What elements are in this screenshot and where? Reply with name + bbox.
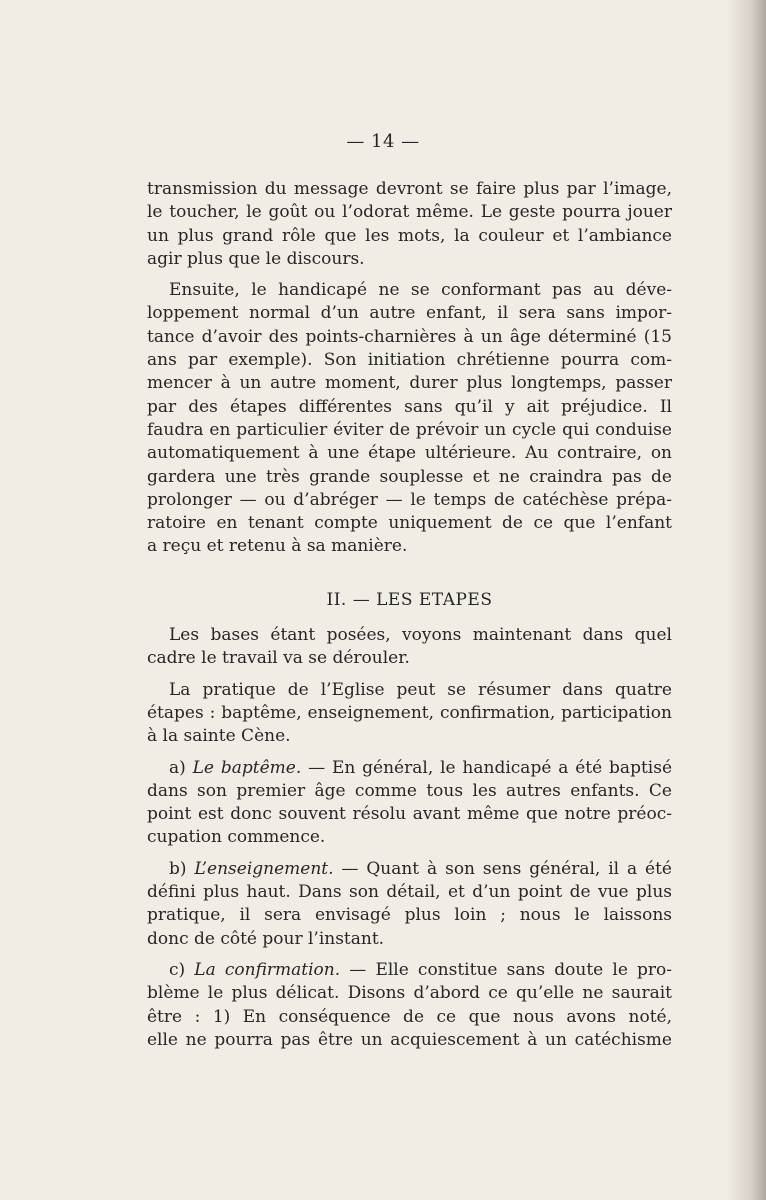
- item-marker: b): [169, 858, 195, 879]
- text-line: à la sainte Cène.: [147, 726, 291, 747]
- text-line: Ensuite, le handicapé ne se conformant pas au déve-: [169, 280, 672, 301]
- text-line: cadre le travail va se dérouler.: [147, 648, 410, 669]
- text-line: ans par exemple). Son initiation chrétienne pourra com-: [147, 350, 672, 371]
- item-marker: a): [169, 757, 193, 778]
- page-number: — 14 —: [346, 131, 420, 152]
- text-line: le toucher, le goût ou l’odorat même. Le geste pourra jouer: [147, 202, 672, 223]
- text-line: elle ne pourra pas être un acquiescement à un catéchisme: [147, 1029, 672, 1050]
- text-line: a reçu et retenu à sa manière.: [147, 536, 408, 557]
- text-line: [147, 959, 672, 982]
- paragraph: [147, 959, 672, 1052]
- text-line: loppement normal d’un autre enfant, il sera sans impor-: [147, 303, 672, 324]
- item-text: — Quant à son sens général, il a été: [333, 858, 672, 879]
- paragraph: [147, 679, 672, 749]
- text-line: prolonger — ou d’abréger — le temps de catéchèse prépa-: [147, 489, 672, 510]
- text-line: être : 1) En conséquence de ce que nous avons noté,: [147, 1006, 672, 1027]
- text-line: blème le plus délicat. Disons d’abord ce qu’elle ne saurait: [147, 983, 672, 1004]
- text-line: par des étapes différentes sans qu’il y ait préjudice. Il: [147, 396, 672, 417]
- text-line: pratique, il sera envisagé plus loin ; nous le laissons: [147, 905, 672, 926]
- item-title: Le baptême.: [192, 757, 302, 778]
- text-line: donc de côté pour l’instant.: [147, 928, 385, 949]
- text-line: étapes : baptême, enseignement, confirmation, participation: [147, 702, 672, 723]
- text-line: défini plus haut. Dans son détail, et d’un point de vue plus: [147, 882, 672, 903]
- section-heading: II. — LES ETAPES: [326, 589, 493, 610]
- text-line: Les bases étant posées, voyons maintenant dans quel: [169, 625, 672, 646]
- paragraph: [147, 757, 672, 850]
- text-line: faudra en particulier éviter de prévoir un cycle qui conduise: [147, 419, 672, 440]
- paragraph: [147, 279, 672, 559]
- text-line: agir plus que le discours.: [147, 248, 365, 269]
- text-line: un plus grand rôle que les mots, la couleur et l’ambiance: [147, 225, 672, 246]
- text-line: [147, 757, 672, 780]
- item-text: — En général, le handicapé a été baptisé: [301, 757, 673, 778]
- text-line: transmission du message devront se faire plus par l’image,: [147, 179, 672, 199]
- text-line: dans son premier âge comme tous les autres enfants. Ce: [147, 780, 672, 801]
- text-line: point est donc souvent résolu avant même que notre préoc-: [147, 804, 672, 825]
- text-line: tance d’avoir des points-charnières à un âge déterminé (15: [147, 326, 672, 347]
- item-title: La confirmation.: [194, 959, 341, 980]
- text-line: cupation commence.: [147, 827, 326, 848]
- item-marker: c): [169, 959, 195, 980]
- text-line: La pratique de l’Eglise peut se résumer dans quatre: [169, 679, 672, 700]
- paragraph: [147, 624, 672, 671]
- page-edge-shadow: [726, 0, 766, 1200]
- paragraph: [147, 858, 672, 951]
- text-line: ratoire en tenant compte uniquement de ce que l’enfant: [147, 513, 672, 534]
- text-line: [147, 858, 672, 881]
- item-text: — Elle constitue sans doute le pro-: [340, 959, 673, 980]
- item-title: L’enseignement.: [194, 858, 334, 879]
- paragraph: [147, 178, 672, 271]
- text-line: mencer à un autre moment, durer plus longtemps, passer: [147, 373, 672, 394]
- text-line: automatiquement à une étape ultérieure. Au contraire, on: [147, 443, 672, 464]
- text-line: gardera une très grande souplesse et ne craindra pas de: [147, 466, 672, 487]
- body-text: [147, 178, 672, 1060]
